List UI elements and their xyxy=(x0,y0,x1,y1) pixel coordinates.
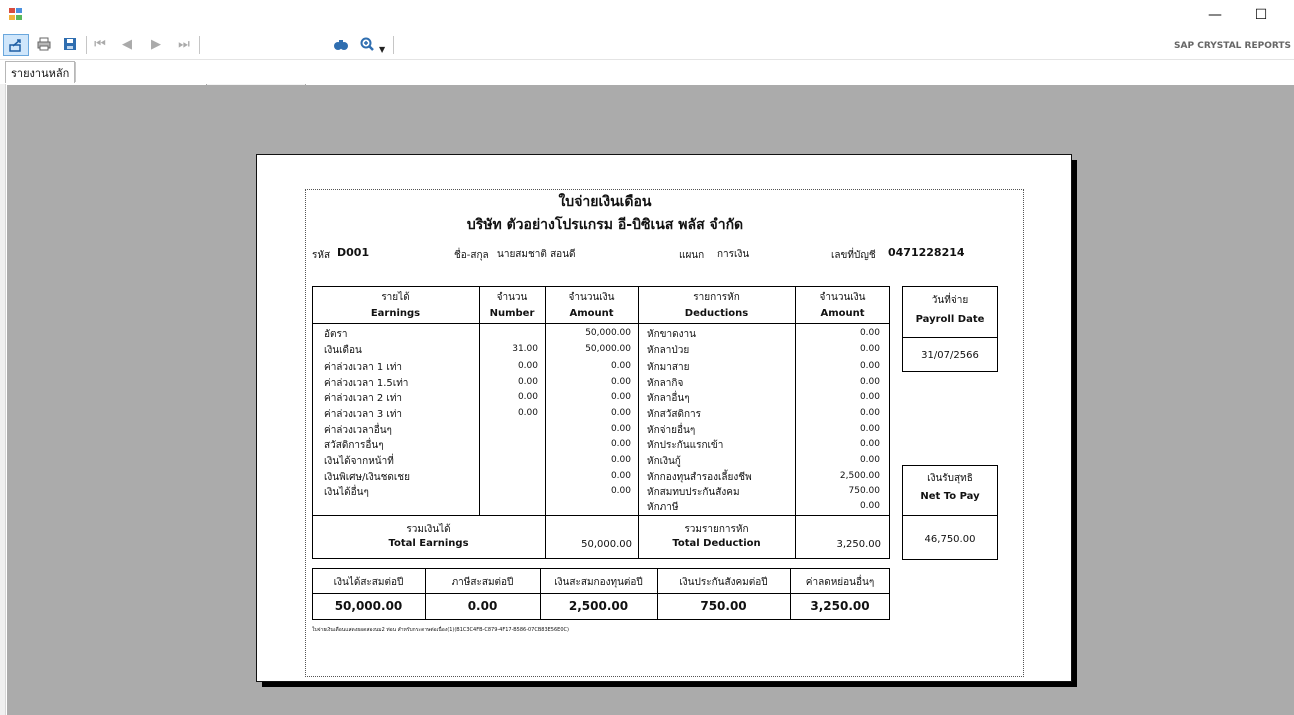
next-page-button[interactable] xyxy=(147,34,165,56)
total-earnings-en: Total Earnings xyxy=(388,538,469,549)
number-header-en: Number xyxy=(489,308,535,319)
brand-label: SAP CRYSTAL REPORTS xyxy=(1174,41,1291,51)
amount-header-th: จำนวนเงิน xyxy=(568,292,615,303)
binoculars-icon xyxy=(333,36,349,52)
tab-strip xyxy=(0,60,1294,84)
deduction-amount: 0.00 xyxy=(859,455,880,465)
previous-page-icon: ◀ xyxy=(122,37,132,52)
employee-code: D001 xyxy=(337,246,370,259)
earning-amount: 0.00 xyxy=(610,455,631,465)
deduction-label: หักลากิจ xyxy=(647,378,684,389)
earning-amount: 0.00 xyxy=(610,392,631,402)
total-earnings-th: รวมเงินได้ xyxy=(406,524,451,535)
ytd-label: ค่าลดหย่อนอื่นๆ xyxy=(805,577,875,588)
ytd-label: เงินได้สะสมต่อปี xyxy=(333,577,404,588)
earning-label: เงินได้จากหน้าที่ xyxy=(324,456,394,467)
deduction-amount: 0.00 xyxy=(859,377,880,387)
deduction-label: หักสมทบประกันสังคม xyxy=(647,487,740,498)
earning-number: 0.00 xyxy=(517,392,538,402)
earning-amount: 0.00 xyxy=(610,361,631,371)
earning-label: เงินพิเศษ/เงินชดเชย xyxy=(324,472,410,483)
earning-label: ค่าล่วงเวลา 1 เท่า xyxy=(324,362,403,373)
earning-amount: 0.00 xyxy=(610,377,631,387)
zoom-icon xyxy=(359,36,375,52)
previous-page-button[interactable] xyxy=(118,34,136,56)
earning-label: เงินได้อื่นๆ xyxy=(324,487,369,498)
tab-separator xyxy=(75,62,76,82)
number-header-th: จำนวน xyxy=(496,292,528,303)
table-column-divider xyxy=(545,286,546,559)
deduction-label: หักจ่ายอื่นๆ xyxy=(647,425,696,436)
next-page-icon: ▶ xyxy=(151,37,161,52)
deductions-header-en: Deductions xyxy=(684,308,749,319)
net-pay-divider xyxy=(902,515,998,516)
deduction-label: หักลาป่วย xyxy=(647,345,690,356)
zoom-button[interactable] xyxy=(356,34,388,56)
last-page-icon: ⏭ xyxy=(178,37,190,52)
deduction-amount: 0.00 xyxy=(859,344,880,354)
deduction-amount: 0.00 xyxy=(859,328,880,338)
toolbar-separator xyxy=(86,36,87,54)
ytd-divider xyxy=(312,593,890,594)
account-label: เลขที่บัญชี xyxy=(831,250,876,261)
deduction-amount-header-en: Amount xyxy=(820,308,865,319)
table-header-divider xyxy=(312,323,890,324)
payroll-date-th: วันที่จ่าย xyxy=(931,295,969,306)
deduction-amount: 2,500.00 xyxy=(839,471,880,481)
toolbar xyxy=(0,31,1294,60)
earning-amount: 0.00 xyxy=(610,471,631,481)
ytd-value: 3,250.00 xyxy=(810,599,870,613)
toolbar-separator xyxy=(393,36,394,54)
deduction-amount-header-th: จำนวนเงิน xyxy=(819,292,866,303)
print-icon xyxy=(36,36,52,52)
payroll-date-en: Payroll Date xyxy=(915,314,985,325)
employee-code-label: รหัส xyxy=(312,250,331,261)
earning-label: เงินเดือน xyxy=(324,345,362,356)
find-button[interactable] xyxy=(330,34,352,56)
deduction-label: หักลาอื่นๆ xyxy=(647,393,690,404)
deduction-label: หักมาสาย xyxy=(647,362,690,373)
toolbar-separator xyxy=(199,36,200,54)
net-pay-en: Net To Pay xyxy=(920,491,980,502)
company-name: บริษัท ตัวอย่างโปรแกรม อี-บิซิเนส พลัส จำกัด xyxy=(466,217,744,233)
earning-label: สวัสดิการอื่นๆ xyxy=(324,440,384,451)
employee-name-label: ชื่อ-สกุล xyxy=(454,250,489,261)
earnings-header-th: รายได้ xyxy=(381,292,410,303)
ytd-value: 2,500.00 xyxy=(568,599,629,613)
total-deduction-th: รวมรายการหัก xyxy=(684,524,749,535)
left-rail xyxy=(0,84,6,715)
deduction-label: หักขาดงาน xyxy=(647,329,696,340)
earning-label: อัตรา xyxy=(324,329,348,340)
footer-note: ใบจ่ายเงินเดือนแสดงยอดสองนม2 ท่อน สำหรับกระดาษต่อเนื่อง(1)(B1C3C4FB-C879-4F17-B586-07CB83E56E0C) xyxy=(312,627,569,633)
earning-number: 31.00 xyxy=(512,344,538,354)
app-icon xyxy=(9,8,23,21)
table-column-divider xyxy=(795,286,796,559)
total-earnings-value: 50,000.00 xyxy=(581,539,632,550)
save-icon xyxy=(62,36,78,52)
earning-amount: 0.00 xyxy=(610,408,631,418)
deduction-label: หักประกันแรกเข้า xyxy=(647,440,724,451)
ytd-value: 0.00 xyxy=(467,599,498,613)
net-pay-th: เงินรับสุทธิ xyxy=(927,473,973,484)
net-pay-value: 46,750.00 xyxy=(924,534,976,545)
department-label: แผนก xyxy=(679,250,705,261)
earning-amount: 0.00 xyxy=(610,439,631,449)
total-deduction-en: Total Deduction xyxy=(672,538,761,549)
first-page-icon: ⏮ xyxy=(94,37,106,52)
export-button[interactable] xyxy=(3,34,29,56)
title-bar xyxy=(0,0,1294,31)
amount-header-en: Amount xyxy=(569,308,614,319)
payroll-date-value: 31/07/2566 xyxy=(921,350,979,361)
deduction-amount: 0.00 xyxy=(859,392,880,402)
earning-amount: 0.00 xyxy=(610,486,631,496)
table-column-divider xyxy=(638,286,639,559)
print-button[interactable] xyxy=(33,34,55,56)
deductions-header-th: รายการหัก xyxy=(693,292,740,303)
deduction-label: หักสวัสดิการ xyxy=(647,409,702,420)
deduction-amount: 0.00 xyxy=(859,361,880,371)
ytd-label: ภาษีสะสมต่อปี xyxy=(451,577,514,588)
earning-label: ค่าล่วงเวลา 1.5เท่า xyxy=(324,378,409,389)
deduction-amount: 0.00 xyxy=(859,408,880,418)
deduction-label: หักภาษี xyxy=(647,502,679,513)
earning-number: 0.00 xyxy=(517,408,538,418)
earning-number: 0.00 xyxy=(517,377,538,387)
total-deduction-value: 3,250.00 xyxy=(836,539,881,550)
minimize-button[interactable]: — xyxy=(1208,7,1222,23)
tab-main-report[interactable]: รายงานหลัก xyxy=(5,61,75,83)
report-title: ใบจ่ายเงินเดือน xyxy=(558,194,652,210)
deduction-amount: 0.00 xyxy=(859,501,880,511)
earning-number: 0.00 xyxy=(517,361,538,371)
earning-amount: 50,000.00 xyxy=(585,328,631,338)
maximize-button[interactable]: ☐ xyxy=(1254,7,1268,23)
ytd-label: เงินประกันสังคมต่อปี xyxy=(679,577,768,588)
deduction-amount: 750.00 xyxy=(848,486,880,496)
first-page-button[interactable] xyxy=(91,34,109,56)
deduction-amount: 0.00 xyxy=(859,424,880,434)
ytd-value: 50,000.00 xyxy=(334,599,403,613)
account-number: 0471228214 xyxy=(888,246,965,259)
department: การเงิน xyxy=(717,249,750,260)
last-page-button[interactable] xyxy=(175,34,193,56)
earning-label: ค่าล่วงเวลา 2 เท่า xyxy=(324,393,403,404)
earning-label: ค่าล่วงเวลา 3 เท่า xyxy=(324,409,403,420)
earning-label: ค่าล่วงเวลาอื่นๆ xyxy=(324,425,392,436)
deduction-amount: 0.00 xyxy=(859,439,880,449)
earnings-deductions-table xyxy=(312,286,890,559)
table-total-divider xyxy=(312,515,890,516)
deduction-label: หักกองทุนสำรองเลี้ยงชีพ xyxy=(647,472,752,483)
chevron-down-icon: ▼ xyxy=(378,45,386,54)
earnings-header-en: Earnings xyxy=(370,308,421,319)
earning-amount: 0.00 xyxy=(610,424,631,434)
earning-amount: 50,000.00 xyxy=(585,344,631,354)
payroll-date-divider xyxy=(902,337,998,338)
ytd-label: เงินสะสมกองทุนต่อปี xyxy=(554,577,643,588)
ytd-value: 750.00 xyxy=(700,599,747,613)
export-icon xyxy=(8,37,24,53)
save-button[interactable] xyxy=(59,34,81,56)
employee-name: นายสมชาติ สอนดี xyxy=(497,249,576,260)
deduction-label: หักเงินกู้ xyxy=(647,456,681,467)
